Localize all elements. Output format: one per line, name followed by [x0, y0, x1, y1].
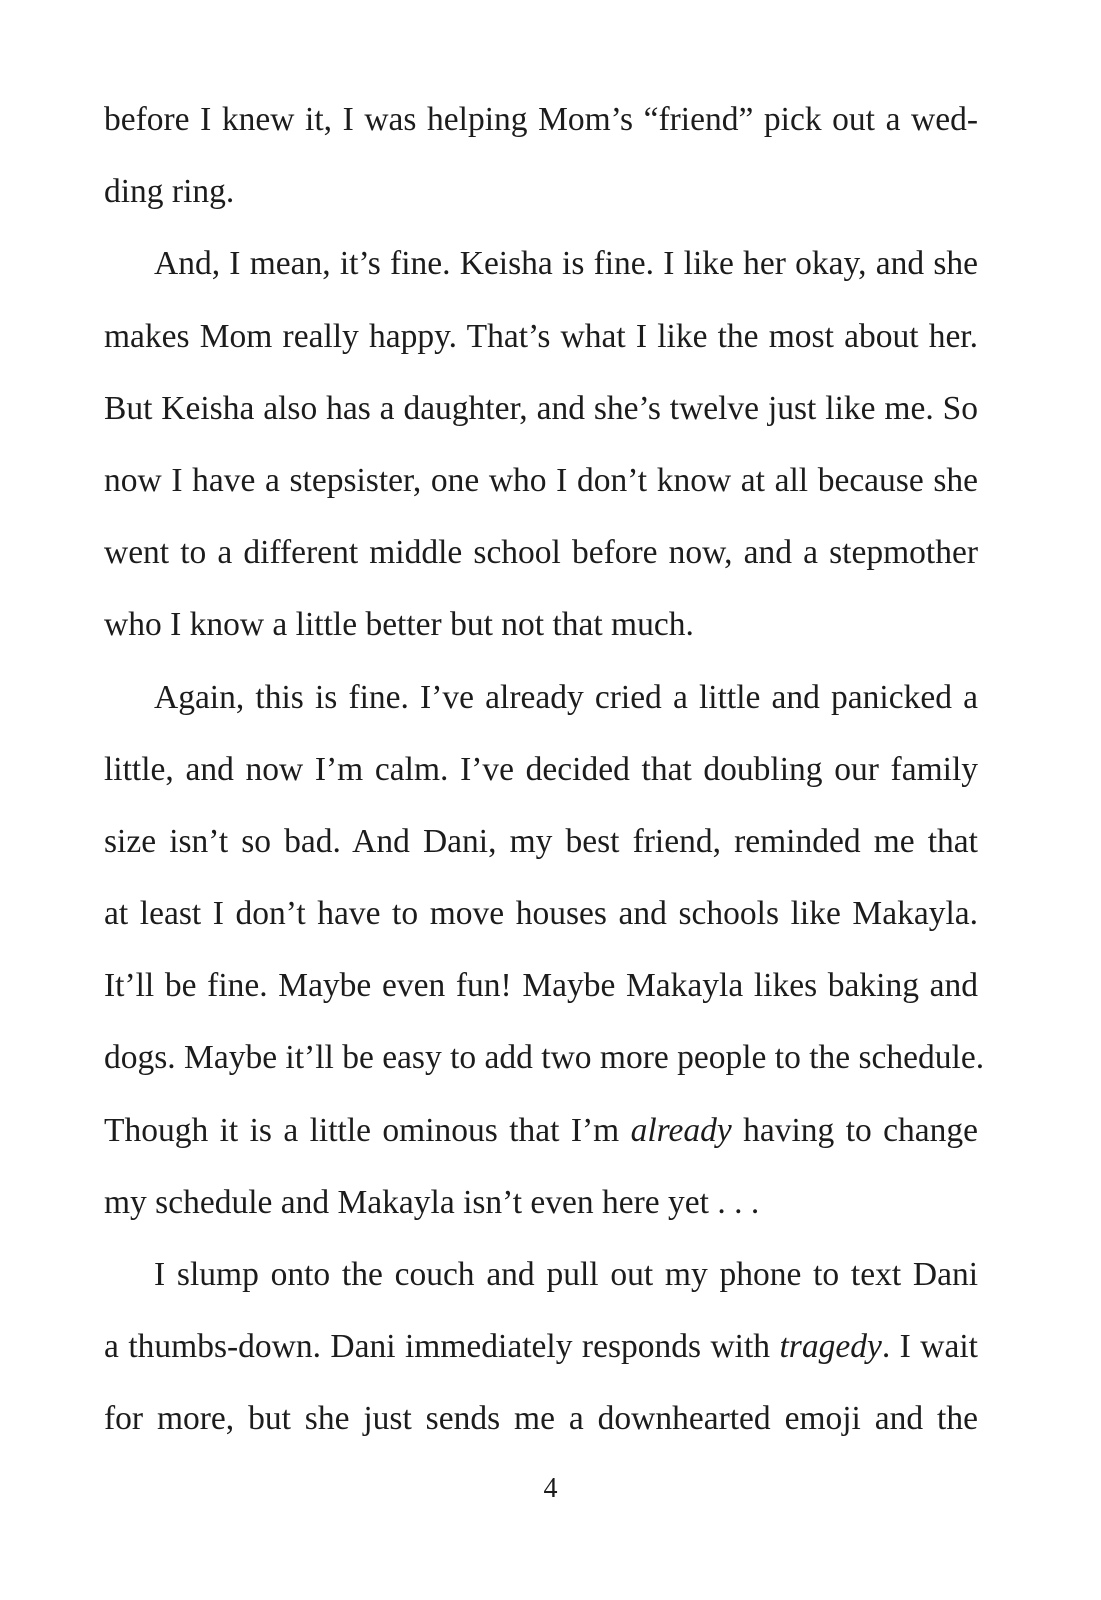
text-run: having to change [731, 1111, 978, 1149]
text-line: my schedule and Makayla isn’t even here yet . . . [104, 1183, 760, 1221]
text-line: size isn’t so bad. And Dani, my best friend, reminded me that [104, 822, 978, 860]
text-run: a thumbs-down. Dani immediately responds with [104, 1328, 780, 1366]
text-line: before I knew it, I was helping Mom’s “friend” pick out a wed- [104, 101, 978, 138]
paragraph [104, 1239, 978, 1456]
paragraph [104, 84, 978, 228]
text-line: But Keisha also has a daughter, and she’s twelve just like me. So [104, 389, 978, 427]
text-line: for more, but she just sends me a downhearted emoji and the [104, 1400, 978, 1438]
italic-text: already [630, 1111, 732, 1149]
text-line: little, and now I’m calm. I’ve decided that doubling our family [104, 750, 978, 788]
text-line: I slump onto the couch and pull out my phone to text Dani [154, 1256, 978, 1293]
paragraph [104, 228, 978, 661]
text-line: makes Mom really happy. That’s what I like the most about her. [104, 317, 978, 355]
text-line: It’ll be fine. Maybe even fun! Maybe Makayla likes baking and [104, 967, 978, 1005]
text-line: at least I don’t have to move houses and schools like Makayla. [104, 895, 978, 933]
paragraph [104, 662, 985, 1240]
text-line [104, 1311, 978, 1383]
text-line: dogs. Maybe it’ll be easy to add two more people to the schedule. [104, 1039, 985, 1077]
text-run: Though it is a little ominous that I’m [104, 1111, 631, 1149]
text-line: ding ring. [104, 173, 235, 211]
text-line: Again, this is fine. I’ve already cried a little and panicked a [154, 678, 978, 716]
text-line: who I know a little better but not that much. [104, 606, 694, 644]
text-run: . I wait [881, 1328, 978, 1366]
book-page [104, 84, 985, 1456]
page-number: 4 [543, 1473, 558, 1504]
text-line [104, 1095, 978, 1167]
text-line: And, I mean, it’s fine. Keisha is fine. I like her okay, and she [154, 245, 978, 283]
italic-text: tragedy [779, 1328, 882, 1366]
text-line: now I have a stepsister, one who I don’t know at all because she [104, 461, 978, 499]
text-line: went to a different middle school before now, and a stepmother [104, 534, 978, 572]
